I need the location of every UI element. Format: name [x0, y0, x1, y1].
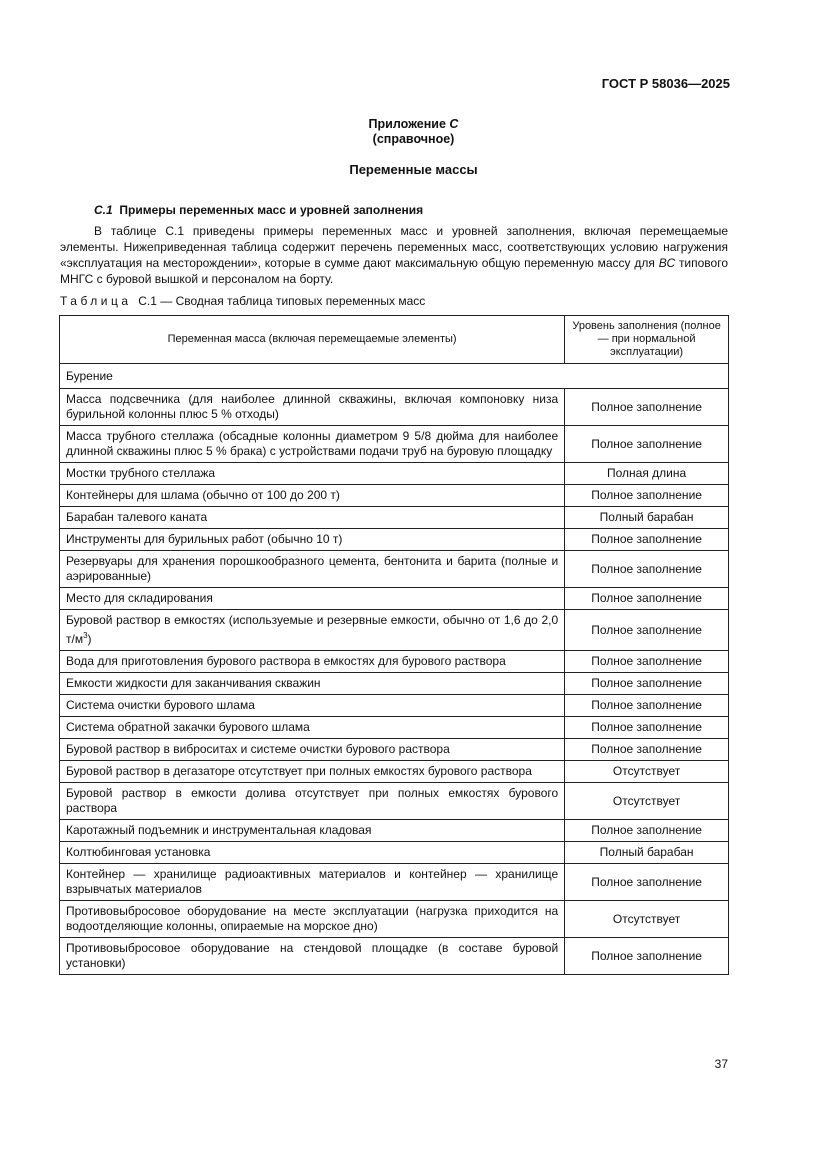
table-row — [60, 529, 729, 551]
annex-kind: (справочное) — [372, 132, 455, 146]
variable-mass-cell — [60, 717, 565, 739]
fill-level-cell: Полное заполнение — [565, 673, 729, 695]
variable-mass-text: Мостки трубного стеллажа — [66, 466, 216, 480]
variable-mass-text: Буровой раствор в емкостях (используемые и резервные емкости, обычно от 1,6 до 2,0 т/м — [66, 613, 559, 646]
table-caption-label: Таблица — [60, 294, 132, 308]
table-row — [60, 820, 729, 842]
variable-mass-cell — [60, 651, 565, 673]
variable-mass-text: Каротажный подъемник и инструментальная кладовая — [66, 823, 372, 837]
variable-mass-cell — [60, 673, 565, 695]
table-row — [60, 673, 729, 695]
group-label: Бурение — [60, 364, 729, 389]
variable-mass-table — [59, 315, 729, 975]
section-heading — [94, 203, 423, 217]
fill-level-cell: Полное заполнение — [565, 695, 729, 717]
table-row — [60, 695, 729, 717]
table-row — [60, 551, 729, 588]
variable-mass-cell — [60, 485, 565, 507]
fill-level-cell: Полное заполнение — [565, 485, 729, 507]
variable-mass-text: Буровой раствор в виброситах и системе очистки бурового раствора — [66, 742, 450, 756]
variable-mass-text: Буровой раствор в емкости долива отсутствует при полных емкостях бурового раствора — [66, 786, 559, 815]
table-caption-text: С.1 — Сводная таблица типовых переменных масс — [138, 294, 426, 308]
variable-mass-cell — [60, 695, 565, 717]
fill-level-cell: Полное заполнение — [565, 389, 729, 426]
fill-level-cell: Полное заполнение — [565, 426, 729, 463]
variable-mass-text: Противовыбросовое оборудование на месте эксплуатации (нагрузка приходится на водоотделяющие колонны, опираемые на морское дно) — [66, 904, 559, 933]
table-row — [60, 485, 729, 507]
fill-level-cell: Полное заполнение — [565, 938, 729, 975]
unit-superscript: 3 — [83, 631, 88, 640]
table-row — [60, 717, 729, 739]
annex-heading — [0, 117, 827, 147]
variable-mass-text: Колтюбинговая установка — [66, 845, 211, 859]
variable-mass-cell — [60, 842, 565, 864]
fill-level-cell: Полное заполнение — [565, 864, 729, 901]
variable-mass-text: Контейнер — хранилище радиоактивных материалов и контейнер — хранилище взрывчатых материалов — [66, 867, 559, 896]
annex-prefix: Приложение — [368, 117, 446, 131]
table-row — [60, 426, 729, 463]
variable-mass-cell — [60, 588, 565, 610]
standard-number: ГОСТ Р 58036—2025 — [601, 76, 730, 91]
section-number: С.1 — [94, 203, 113, 217]
variable-mass-text-end: ) — [87, 632, 92, 646]
table-row — [60, 842, 729, 864]
variable-mass-cell — [60, 783, 565, 820]
variable-mass-text: Масса подсвечника (для наиболее длинной скважины, включая компоновку низа бурильной колонны плюс 5 % отходы) — [66, 392, 559, 421]
variable-mass-cell — [60, 761, 565, 783]
table-row — [60, 610, 729, 651]
variable-mass-cell — [60, 507, 565, 529]
table-row — [60, 783, 729, 820]
intro-paragraph — [60, 223, 728, 287]
fill-level-cell: Полная длина — [565, 463, 729, 485]
fill-level-cell: Отсутствует — [565, 901, 729, 938]
table-row — [60, 739, 729, 761]
paragraph-text-2: типового МНГС с буровой вышкой и персоналом на борту. — [60, 256, 729, 286]
table-row — [60, 389, 729, 426]
page-number: 37 — [714, 1057, 728, 1071]
fill-level-cell: Полный барабан — [565, 507, 729, 529]
variable-mass-cell — [60, 426, 565, 463]
table-header-row — [60, 316, 729, 364]
variable-mass-text: Инструменты для бурильных работ (обычно 10 т) — [66, 532, 343, 546]
table-row — [60, 588, 729, 610]
table-row — [60, 507, 729, 529]
variable-mass-text: Барабан талевого каната — [66, 510, 208, 524]
variable-mass-cell — [60, 739, 565, 761]
fill-level-cell: Полное заполнение — [565, 529, 729, 551]
table-row — [60, 901, 729, 938]
variable-mass-text: Система обратной закачки бурового шлама — [66, 720, 310, 734]
fill-level-cell: Полное заполнение — [565, 717, 729, 739]
fill-level-cell: Полный барабан — [565, 842, 729, 864]
fill-level-cell: Полное заполнение — [565, 820, 729, 842]
variable-mass-text: Масса трубного стеллажа (обсадные колонны диаметром 9 5/8 дюйма для наиболее длинной скважины плюс 5 % брака) с устройствами подачи труб на буровую площадку — [66, 429, 559, 458]
fill-level-cell: Полное заполнение — [565, 651, 729, 673]
paragraph-italic: ВС — [658, 256, 676, 270]
annex-title — [0, 117, 827, 132]
variable-mass-cell — [60, 610, 565, 651]
variable-mass-cell — [60, 864, 565, 901]
variable-mass-cell — [60, 551, 565, 588]
fill-level-cell: Полное заполнение — [565, 588, 729, 610]
variable-mass-cell — [60, 389, 565, 426]
variable-mass-cell — [60, 820, 565, 842]
column-header-level: Уровень заполнения (полное — при нормальной эксплуатации) — [565, 316, 729, 364]
column-header-mass: Переменная масса (включая перемещаемые элементы) — [60, 316, 565, 364]
table-group-row — [60, 364, 729, 389]
variable-mass-text: Буровой раствор в дегазаторе отсутствует при полных емкостях бурового раствора — [66, 764, 532, 778]
fill-level-cell: Полное заполнение — [565, 610, 729, 651]
page-title: Переменные массы — [349, 162, 478, 177]
table-row — [60, 761, 729, 783]
section-title: Примеры переменных масс и уровней заполнения — [119, 203, 424, 217]
variable-mass-cell — [60, 938, 565, 975]
variable-mass-cell — [60, 463, 565, 485]
variable-mass-cell — [60, 901, 565, 938]
annex-letter: С — [449, 117, 459, 131]
table-row — [60, 651, 729, 673]
variable-mass-text: Противовыбросовое оборудование на стендовой площадке (в составе буровой установки) — [66, 941, 559, 970]
fill-level-cell: Полное заполнение — [565, 551, 729, 588]
variable-mass-text: Емкости жидкости для заканчивания скважин — [66, 676, 321, 690]
table-row — [60, 463, 729, 485]
table-caption — [60, 294, 425, 308]
variable-mass-cell — [60, 529, 565, 551]
variable-mass-text: Система очистки бурового шлама — [66, 698, 255, 712]
table-row — [60, 864, 729, 901]
fill-level-cell: Отсутствует — [565, 783, 729, 820]
table-row — [60, 938, 729, 975]
paragraph-text-1: В таблице С.1 приведены примеры переменных масс и уровней заполнения, включая перемещаемые элементы. Нижеприведенная таблица содержит перечень переменных масс, соответствующих условию нагружения «эксплуатация на месторождении», которые в сумме дают максимальную общую переменную массу для — [60, 224, 728, 270]
fill-level-cell: Полное заполнение — [565, 739, 729, 761]
variable-mass-text: Место для складирования — [66, 591, 213, 605]
variable-mass-text: Вода для приготовления бурового раствора в емкостях для бурового раствора — [66, 654, 506, 668]
variable-mass-text: Резервуары для хранения порошкообразного цемента, бентонита и барита (полные и аэрированные) — [66, 554, 559, 583]
fill-level-cell: Отсутствует — [565, 761, 729, 783]
variable-mass-text: Контейнеры для шлама (обычно от 100 до 200 т) — [66, 488, 340, 502]
